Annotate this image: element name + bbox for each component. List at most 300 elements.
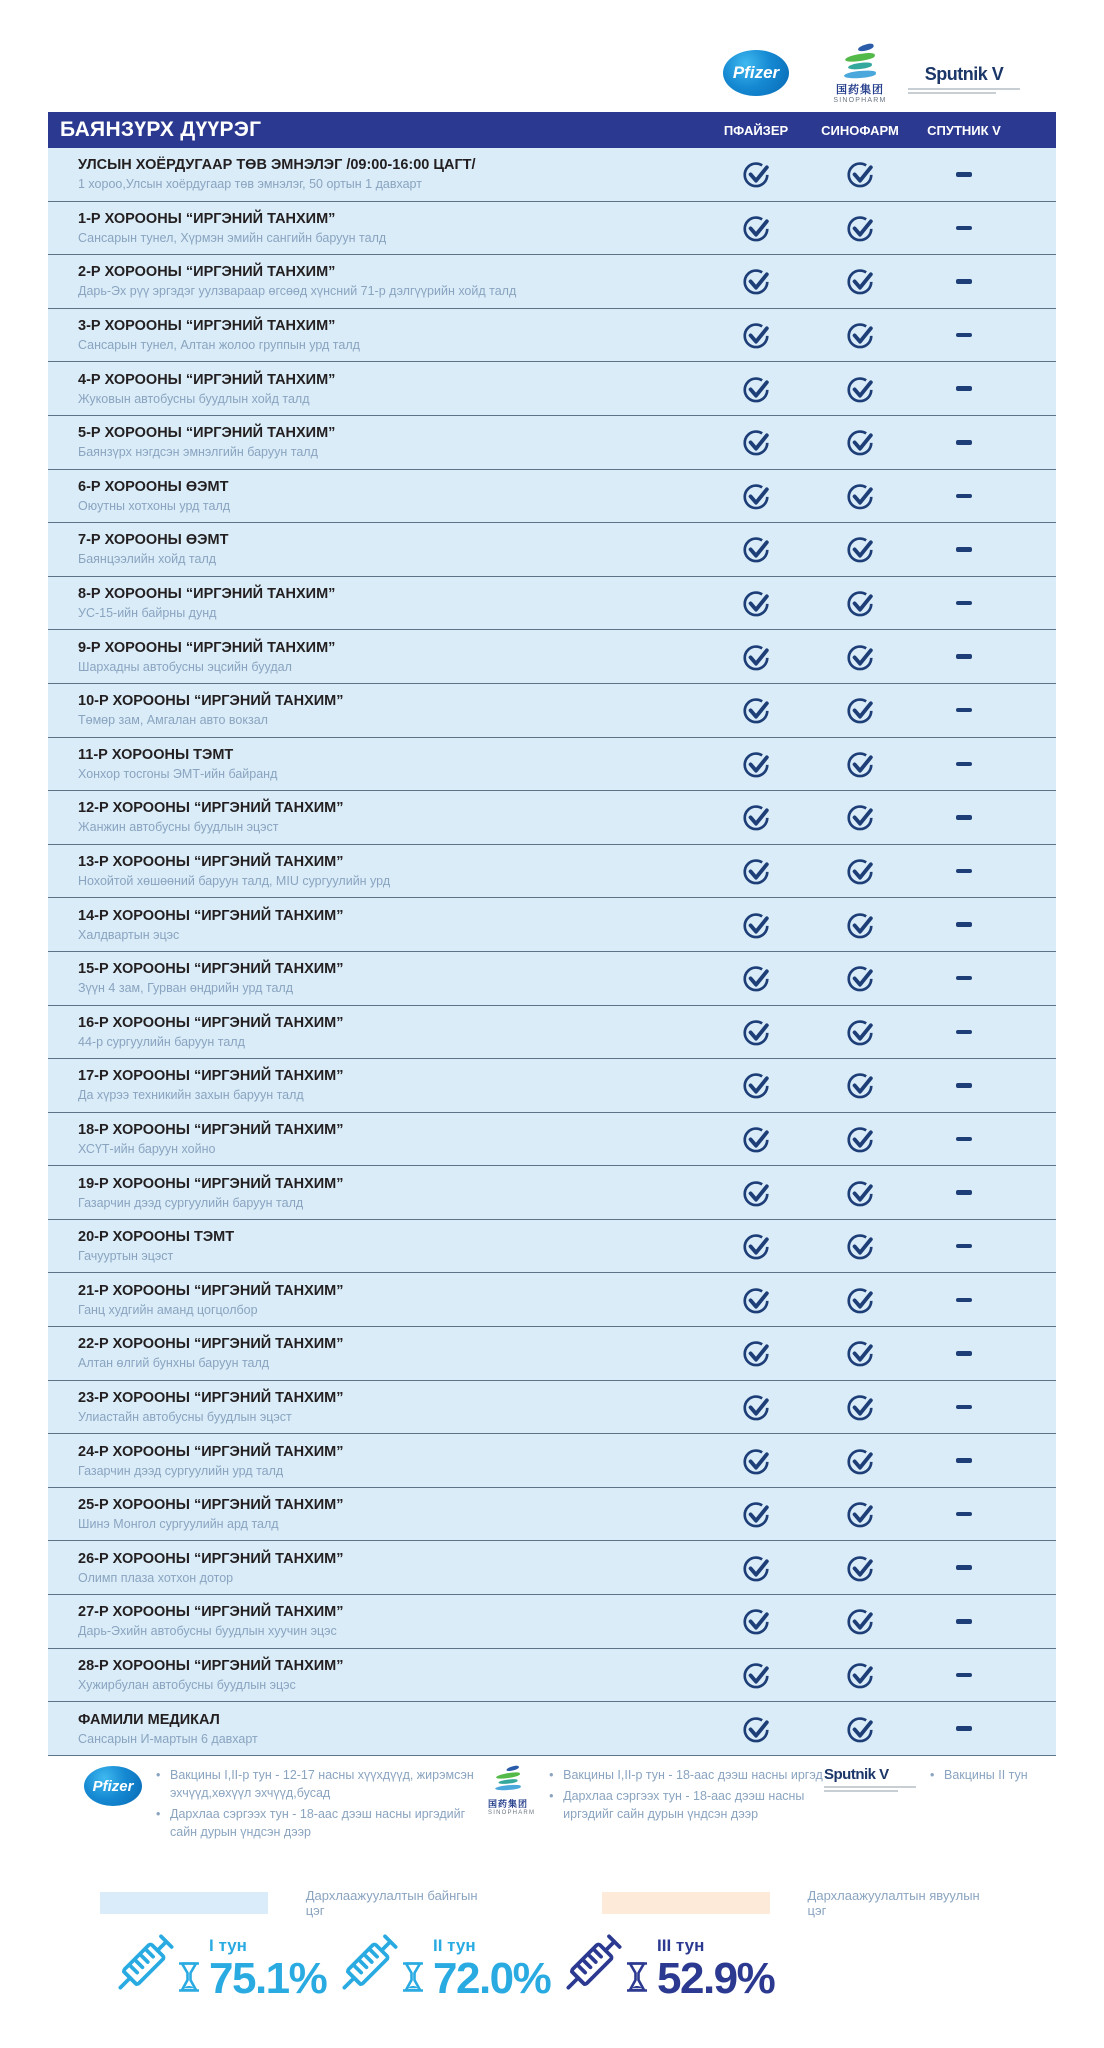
pfizer-status-cell xyxy=(704,1606,808,1636)
sinopharm-status-cell xyxy=(808,1231,912,1261)
sputnik-status-cell xyxy=(912,1512,1016,1517)
syringe-icon xyxy=(554,1922,634,2002)
table-row xyxy=(48,1381,1056,1435)
sputnik-status-cell xyxy=(912,1190,1016,1195)
pfizer-status-cell xyxy=(704,1338,808,1368)
sputnik-status-cell xyxy=(912,440,1016,445)
site-info xyxy=(48,693,704,727)
site-info xyxy=(48,1283,704,1317)
site-name: 3-Р ХОРООНЫ “ИРГЭНИЙ ТАНХИМ” xyxy=(78,318,336,335)
check-circle-icon xyxy=(741,1660,771,1690)
site-name: 14-Р ХОРООНЫ “ИРГЭНИЙ ТАНХИМ” xyxy=(78,907,344,924)
table-row xyxy=(48,309,1056,363)
check-circle-icon xyxy=(845,695,875,725)
pfizer-status-cell xyxy=(704,534,808,564)
sinopharm-status-cell xyxy=(808,1178,912,1208)
table-row xyxy=(48,148,1056,202)
site-info xyxy=(48,1176,704,1210)
check-circle-icon xyxy=(741,266,771,296)
table-row xyxy=(48,791,1056,845)
site-info xyxy=(48,532,704,566)
pfizer-status-cell xyxy=(704,1446,808,1476)
pfizer-status-cell xyxy=(704,1017,808,1047)
point-type-legend xyxy=(100,1888,1104,1918)
sinopharm-status-cell xyxy=(808,1660,912,1690)
dash-icon xyxy=(956,922,972,927)
site-name: УЛСЫН ХОЁРДУГААР ТӨВ ЭМНЭЛЭГ /09:00-16:00 ЦАГТ/ xyxy=(78,157,476,174)
pfizer-status-cell xyxy=(704,802,808,832)
pfizer-status-cell xyxy=(704,159,808,189)
site-name: 4-Р ХОРООНЫ “ИРГЭНИЙ ТАНХИМ” xyxy=(78,371,336,388)
check-circle-icon xyxy=(845,642,875,672)
sinopharm-logo-en: SINOPHARM xyxy=(833,97,887,104)
check-circle-icon xyxy=(845,427,875,457)
site-address: Дарь-Эх рүү эргэдэг уулзвараар өгсөөд хүнсний 71-р дэлгүүрийн хойд талд xyxy=(78,284,517,299)
pfizer-logo-text: Pfizer xyxy=(732,63,780,82)
site-name: 12-Р ХОРООНЫ “ИРГЭНИЙ ТАНХИМ” xyxy=(78,800,344,817)
site-info xyxy=(48,372,704,406)
dose-percentage: 75.1% xyxy=(209,1954,327,2004)
sputnik-status-cell xyxy=(912,1726,1016,1731)
note-item: • Дархлаа сэргээх тун - 18-аас дээш насны иргэдийг сайн дурын үндсэн дээр xyxy=(549,1787,824,1823)
check-circle-icon xyxy=(741,1606,771,1636)
sinopharm-status-cell xyxy=(808,642,912,672)
sputnik-status-cell xyxy=(912,654,1016,659)
sputnik-status-cell xyxy=(912,226,1016,231)
site-info xyxy=(48,908,704,942)
site-info xyxy=(48,425,704,459)
site-name: 26-Р ХОРООНЫ “ИРГЭНИЙ ТАНХИМ” xyxy=(78,1550,344,1567)
note-item: • Вакцины I,II-р тун - 12-17 насны хүүхдүүд, жирэмсэн эхчүүд,хөхүүл эхчүүд,бусад xyxy=(156,1766,488,1802)
site-address: Жуковын автобусны буудлын хойд талд xyxy=(78,391,310,406)
site-name: 24-Р ХОРООНЫ “ИРГЭНИЙ ТАНХИМ” xyxy=(78,1443,344,1460)
site-info xyxy=(48,1229,704,1263)
site-name: 9-Р ХОРООНЫ “ИРГЭНИЙ ТАНХИМ” xyxy=(78,639,336,656)
check-circle-icon xyxy=(741,159,771,189)
pfizer-status-cell xyxy=(704,481,808,511)
sputnik-status-cell xyxy=(912,1351,1016,1356)
check-circle-icon xyxy=(845,1285,875,1315)
site-name: 6-Р ХОРООНЫ ӨЭМТ xyxy=(78,478,229,495)
site-name: 17-Р ХОРООНЫ “ИРГЭНИЙ ТАНХИМ” xyxy=(78,1068,344,1085)
site-address: Нохойтой хөшөөний баруун талд, MIU сургуулийн урд xyxy=(78,874,391,889)
site-address: Баянцээлийн хойд талд xyxy=(78,552,217,567)
table-row xyxy=(48,952,1056,1006)
sputnik-status-cell xyxy=(912,1565,1016,1570)
check-circle-icon xyxy=(845,481,875,511)
site-info xyxy=(48,1444,704,1478)
check-circle-icon xyxy=(741,320,771,350)
site-info xyxy=(48,961,704,995)
site-name: 22-Р ХОРООНЫ “ИРГЭНИЙ ТАНХИМ” xyxy=(78,1336,344,1353)
sputnik-status-cell xyxy=(912,1030,1016,1035)
dash-icon xyxy=(956,1458,972,1463)
sinopharm-status-cell xyxy=(808,1338,912,1368)
table-header xyxy=(48,112,1056,148)
site-info xyxy=(48,1551,704,1585)
site-name: 21-Р ХОРООНЫ “ИРГЭНИЙ ТАНХИМ” xyxy=(78,1282,344,1299)
site-info xyxy=(48,854,704,888)
check-circle-icon xyxy=(845,320,875,350)
check-circle-icon xyxy=(741,963,771,993)
site-info xyxy=(48,318,704,352)
hourglass-icon xyxy=(624,1960,650,1994)
site-info xyxy=(48,264,704,298)
dose-percentage: 72.0% xyxy=(433,1954,551,2004)
pfizer-status-cell xyxy=(704,695,808,725)
pfizer-status-cell xyxy=(704,320,808,350)
site-info xyxy=(48,1658,704,1692)
check-circle-icon xyxy=(845,749,875,779)
sputnik-status-cell xyxy=(912,1458,1016,1463)
check-circle-icon xyxy=(845,1124,875,1154)
table-row xyxy=(48,1434,1056,1488)
site-info xyxy=(48,1497,704,1531)
dash-icon xyxy=(956,1619,972,1624)
site-address: Сансарын тунел, Алтан жолоо группын урд талд xyxy=(78,338,360,353)
check-circle-icon xyxy=(845,1178,875,1208)
check-circle-icon xyxy=(741,588,771,618)
vaccine-notes-footer xyxy=(84,1766,1044,1845)
sinopharm-status-cell xyxy=(808,588,912,618)
pfizer-status-cell xyxy=(704,1660,808,1690)
check-circle-icon xyxy=(845,1714,875,1744)
site-info xyxy=(48,1604,704,1638)
check-circle-icon xyxy=(845,1338,875,1368)
site-name: 5-Р ХОРООНЫ “ИРГЭНИЙ ТАНХИМ” xyxy=(78,425,336,442)
table-row xyxy=(48,577,1056,631)
check-circle-icon xyxy=(741,1499,771,1529)
site-address: Дарь-Эхийн автобусны буудлын хуучин эцэс xyxy=(78,1624,337,1639)
table-row xyxy=(48,1488,1056,1542)
pfizer-status-cell xyxy=(704,1499,808,1529)
pfizer-status-cell xyxy=(704,856,808,886)
sinopharm-status-cell xyxy=(808,1446,912,1476)
check-circle-icon xyxy=(845,1499,875,1529)
site-address: Халдвартын эцэс xyxy=(78,927,180,942)
table-row xyxy=(48,255,1056,309)
site-name: 27-Р ХОРООНЫ “ИРГЭНИЙ ТАНХИМ” xyxy=(78,1604,344,1621)
table-row xyxy=(48,684,1056,738)
site-address: Хонхор тосгоны ЭМТ-ийн байранд xyxy=(78,766,278,781)
site-address: Жанжин автобусны буудлын эцэст xyxy=(78,820,279,835)
dash-icon xyxy=(956,815,972,820)
sputnik-status-cell xyxy=(912,1244,1016,1249)
vaccine-logo-row xyxy=(704,30,1016,104)
check-circle-icon xyxy=(845,1231,875,1261)
sputnik-status-cell xyxy=(912,976,1016,981)
sputnik-status-cell xyxy=(912,333,1016,338)
site-name: 13-Р ХОРООНЫ “ИРГЭНИЙ ТАНХИМ” xyxy=(78,854,344,871)
sinopharm-status-cell xyxy=(808,374,912,404)
vaccination-sites-table xyxy=(48,148,1056,1756)
site-name: 2-Р ХОРООНЫ “ИРГЭНИЙ ТАНХИМ” xyxy=(78,264,336,281)
table-row xyxy=(48,470,1056,524)
sinopharm-status-cell xyxy=(808,963,912,993)
sputnik-status-cell xyxy=(912,708,1016,713)
column-header-pfizer: ПФАЙЗЕР xyxy=(723,122,789,138)
site-address: Оюутны хотхоны урд талд xyxy=(78,498,231,513)
site-address: Газарчин дээд сургуулийн баруун талд xyxy=(78,1195,304,1210)
site-address: Гачууртын эцэст xyxy=(78,1249,174,1264)
site-address: Да хүрээ техникийн захын баруун талд xyxy=(78,1088,304,1103)
site-address: Ганц худгийн аманд цогцолбор xyxy=(78,1302,258,1317)
dash-icon xyxy=(956,1190,972,1195)
check-circle-icon xyxy=(741,856,771,886)
sputnik-status-cell xyxy=(912,547,1016,552)
site-info xyxy=(48,640,704,674)
dash-icon xyxy=(956,869,972,874)
table-row xyxy=(48,1059,1056,1113)
pfizer-status-cell xyxy=(704,374,808,404)
table-row xyxy=(48,898,1056,952)
legend-item xyxy=(100,1888,482,1918)
check-circle-icon xyxy=(845,588,875,618)
check-circle-icon xyxy=(741,1124,771,1154)
dose-stat-text xyxy=(209,1936,327,2004)
check-circle-icon xyxy=(741,695,771,725)
sinopharm-status-cell xyxy=(808,320,912,350)
district-title: БАЯНЗҮРХ ДҮҮРЭГ xyxy=(60,118,262,141)
legend-item xyxy=(602,1888,984,1918)
sputnik-logo xyxy=(912,64,1016,105)
site-address: Шинэ Монгол сургуулийн ард талд xyxy=(78,1517,279,1532)
note-item: • Вакцины I,II-р тун - 18-аас дээш насны иргэд xyxy=(549,1766,824,1784)
note-item: • Дархлаа сэргээх тун - 18-аас дээш насны иргэдийг сайн дурын үндсэн дээр xyxy=(156,1805,488,1841)
pfizer-status-cell xyxy=(704,266,808,296)
check-circle-icon xyxy=(845,1606,875,1636)
dash-icon xyxy=(956,601,972,606)
sinopharm-status-cell xyxy=(808,1285,912,1315)
dose-stat xyxy=(106,1922,330,2002)
pfizer-status-cell xyxy=(704,1178,808,1208)
sinopharm-status-cell xyxy=(808,749,912,779)
dash-icon xyxy=(956,976,972,981)
site-name: 28-Р ХОРООНЫ “ИРГЭНИЙ ТАНХИМ” xyxy=(78,1657,344,1674)
dose-stat-text xyxy=(657,1936,775,2004)
table-row xyxy=(48,1166,1056,1220)
hourglass-icon xyxy=(176,1960,202,1994)
dash-icon xyxy=(956,1244,972,1249)
sputnik-status-cell xyxy=(912,172,1016,177)
site-name: 11-Р ХОРООНЫ ТЭМТ xyxy=(78,746,234,763)
pfizer-status-cell xyxy=(704,1553,808,1583)
dash-icon xyxy=(956,1405,972,1410)
sinopharm-status-cell xyxy=(808,1499,912,1529)
check-circle-icon xyxy=(741,1231,771,1261)
sinopharm-status-cell xyxy=(808,266,912,296)
site-address: Төмөр зам, Амгалан авто вокзал xyxy=(78,713,268,728)
table-row xyxy=(48,845,1056,899)
sinopharm-logo-cn: 国药集团 xyxy=(836,84,884,96)
dash-icon xyxy=(956,333,972,338)
site-address: Шархадны автобусны эцсийн буудал xyxy=(78,659,292,674)
dash-icon xyxy=(956,1512,972,1517)
legend-label: Дархлаажуулалтын байнгын цэг xyxy=(305,1888,478,1918)
check-circle-icon xyxy=(845,1392,875,1422)
sputnik-logo-text: Sputnik V xyxy=(924,63,1004,84)
table-row xyxy=(48,630,1056,684)
sputnik-status-cell xyxy=(912,1405,1016,1410)
pfizer-logo-small: Pfizer xyxy=(84,1766,142,1806)
legend-label: Дархлаажуулалтын явуулын цэг xyxy=(807,1888,980,1918)
pfizer-status-cell xyxy=(704,588,808,618)
table-row xyxy=(48,1702,1056,1756)
sinopharm-status-cell xyxy=(808,427,912,457)
pfizer-status-cell xyxy=(704,1124,808,1154)
dash-icon xyxy=(956,226,972,231)
dose-coverage-stats xyxy=(106,1922,774,2002)
check-circle-icon xyxy=(741,1070,771,1100)
check-circle-icon xyxy=(741,910,771,940)
site-address: Сансарын тунел, Хүрмэн эмийн сангийн баруун талд xyxy=(78,230,387,245)
dose-percentage: 52.9% xyxy=(657,1954,775,2004)
sinopharm-status-cell xyxy=(808,1070,912,1100)
pfizer-status-cell xyxy=(704,1392,808,1422)
dash-icon xyxy=(956,1726,972,1731)
sputnik-status-cell xyxy=(912,762,1016,767)
table-row xyxy=(48,1006,1056,1060)
sputnik-status-cell xyxy=(912,815,1016,820)
check-circle-icon xyxy=(845,1660,875,1690)
table-row xyxy=(48,202,1056,256)
sinopharm-status-cell xyxy=(808,1392,912,1422)
pfizer-status-cell xyxy=(704,1714,808,1744)
site-info xyxy=(48,157,704,191)
dash-icon xyxy=(956,708,972,713)
pfizer-status-cell xyxy=(704,1285,808,1315)
dash-icon xyxy=(956,1030,972,1035)
site-name: 18-Р ХОРООНЫ “ИРГЭНИЙ ТАНХИМ” xyxy=(78,1121,344,1138)
pfizer-status-cell xyxy=(704,213,808,243)
dash-icon xyxy=(956,1137,972,1142)
site-info xyxy=(48,1122,704,1156)
dose-stat xyxy=(330,1922,554,2002)
sinopharm-status-cell xyxy=(808,534,912,564)
sputnik-status-cell xyxy=(912,1298,1016,1303)
column-header-sputnik: СПУТНИК V xyxy=(927,122,1001,138)
pfizer-logo xyxy=(704,50,808,104)
table-row xyxy=(48,1273,1056,1327)
sinopharm-status-cell xyxy=(808,159,912,189)
check-circle-icon xyxy=(741,1178,771,1208)
dash-icon xyxy=(956,386,972,391)
site-name: 10-Р ХОРООНЫ “ИРГЭНИЙ ТАНХИМ” xyxy=(78,693,344,710)
site-name: 8-Р ХОРООНЫ “ИРГЭНИЙ ТАНХИМ” xyxy=(78,586,336,603)
dash-icon xyxy=(956,1351,972,1356)
sinopharm-status-cell xyxy=(808,1606,912,1636)
sinopharm-status-cell xyxy=(808,695,912,725)
check-circle-icon xyxy=(741,534,771,564)
dash-icon xyxy=(956,279,972,284)
dash-icon xyxy=(956,547,972,552)
note-item: • Вакцины II тун xyxy=(930,1766,1028,1784)
check-circle-icon xyxy=(741,481,771,511)
dose-stat-text xyxy=(433,1936,551,2004)
check-circle-icon xyxy=(741,427,771,457)
check-circle-icon xyxy=(741,802,771,832)
dose-stat xyxy=(554,1922,774,2002)
check-circle-icon xyxy=(845,1553,875,1583)
site-info xyxy=(48,211,704,245)
sputnik-status-cell xyxy=(912,601,1016,606)
pfizer-notes-list xyxy=(156,1766,488,1845)
site-info xyxy=(48,747,704,781)
dash-icon xyxy=(956,494,972,499)
site-name: 15-Р ХОРООНЫ “ИРГЭНИЙ ТАНХИМ” xyxy=(78,961,344,978)
dose-label: I тун xyxy=(209,1936,247,1956)
site-address: Алтан өлгий бунхны баруун талд xyxy=(78,1356,270,1371)
dash-icon xyxy=(956,1298,972,1303)
syringe-icon xyxy=(106,1922,186,2002)
sinopharm-status-cell xyxy=(808,1714,912,1744)
sputnik-notes-block xyxy=(824,1766,1044,1845)
check-circle-icon xyxy=(845,534,875,564)
check-circle-icon xyxy=(845,1017,875,1047)
sputnik-status-cell xyxy=(912,1137,1016,1142)
site-info xyxy=(48,586,704,620)
sinopharm-notes-list xyxy=(549,1766,824,1826)
check-circle-icon xyxy=(741,213,771,243)
site-address: Олимп плаза хотхон дотор xyxy=(78,1570,234,1585)
table-row xyxy=(48,1595,1056,1649)
site-address: 44-р сургуулийн баруун талд xyxy=(78,1034,245,1049)
check-circle-icon xyxy=(845,963,875,993)
pfizer-notes-block xyxy=(84,1766,488,1845)
sinopharm-logo xyxy=(808,44,912,104)
check-circle-icon xyxy=(845,910,875,940)
site-address: УС-15-ийн байрны дунд xyxy=(78,606,217,621)
pfizer-status-cell xyxy=(704,749,808,779)
sputnik-status-cell xyxy=(912,279,1016,284)
dose-label: III тун xyxy=(657,1936,705,1956)
site-info xyxy=(48,1336,704,1370)
site-info xyxy=(48,1390,704,1424)
site-address: ХСҮТ-ийн баруун хойно xyxy=(78,1141,216,1156)
sinopharm-logo-small: 国药集团 SINOPHARM xyxy=(488,1766,535,1816)
pfizer-status-cell xyxy=(704,1070,808,1100)
site-address: Баянзүрх нэгдсэн эмнэлгийн баруун талд xyxy=(78,445,318,460)
check-circle-icon xyxy=(845,1070,875,1100)
site-address: Сансарын И-мартын 6 давхарт xyxy=(78,1731,258,1746)
site-info xyxy=(48,800,704,834)
sinopharm-status-cell xyxy=(808,1553,912,1583)
dash-icon xyxy=(956,1673,972,1678)
site-name: 1-Р ХОРООНЫ “ИРГЭНИЙ ТАНХИМ” xyxy=(78,210,336,227)
sputnik-status-cell xyxy=(912,386,1016,391)
site-address: Зүүн 4 зам, Гурван өндрийн урд талд xyxy=(78,981,294,996)
check-circle-icon xyxy=(845,802,875,832)
site-name: 16-Р ХОРООНЫ “ИРГЭНИЙ ТАНХИМ” xyxy=(78,1014,344,1031)
sputnik-tagline-lines xyxy=(908,88,1020,95)
site-name: 7-Р ХОРООНЫ ӨЭМТ xyxy=(78,532,229,549)
check-circle-icon xyxy=(741,374,771,404)
site-name: ФАМИЛИ МЕДИКАЛ xyxy=(78,1711,220,1728)
legend-color-swatch xyxy=(100,1892,268,1914)
sinopharm-logo-icon xyxy=(840,44,880,78)
sputnik-notes-list xyxy=(930,1766,1028,1787)
check-circle-icon xyxy=(845,159,875,189)
site-name: 25-Р ХОРООНЫ “ИРГЭНИЙ ТАНХИМ” xyxy=(78,1497,344,1514)
sputnik-status-cell xyxy=(912,1673,1016,1678)
check-circle-icon xyxy=(741,1446,771,1476)
column-header-sinopharm: СИНОФАРМ xyxy=(821,122,899,138)
check-circle-icon xyxy=(845,374,875,404)
sputnik-status-cell xyxy=(912,1083,1016,1088)
check-circle-icon xyxy=(845,1446,875,1476)
table-row xyxy=(48,362,1056,416)
check-circle-icon xyxy=(741,1714,771,1744)
